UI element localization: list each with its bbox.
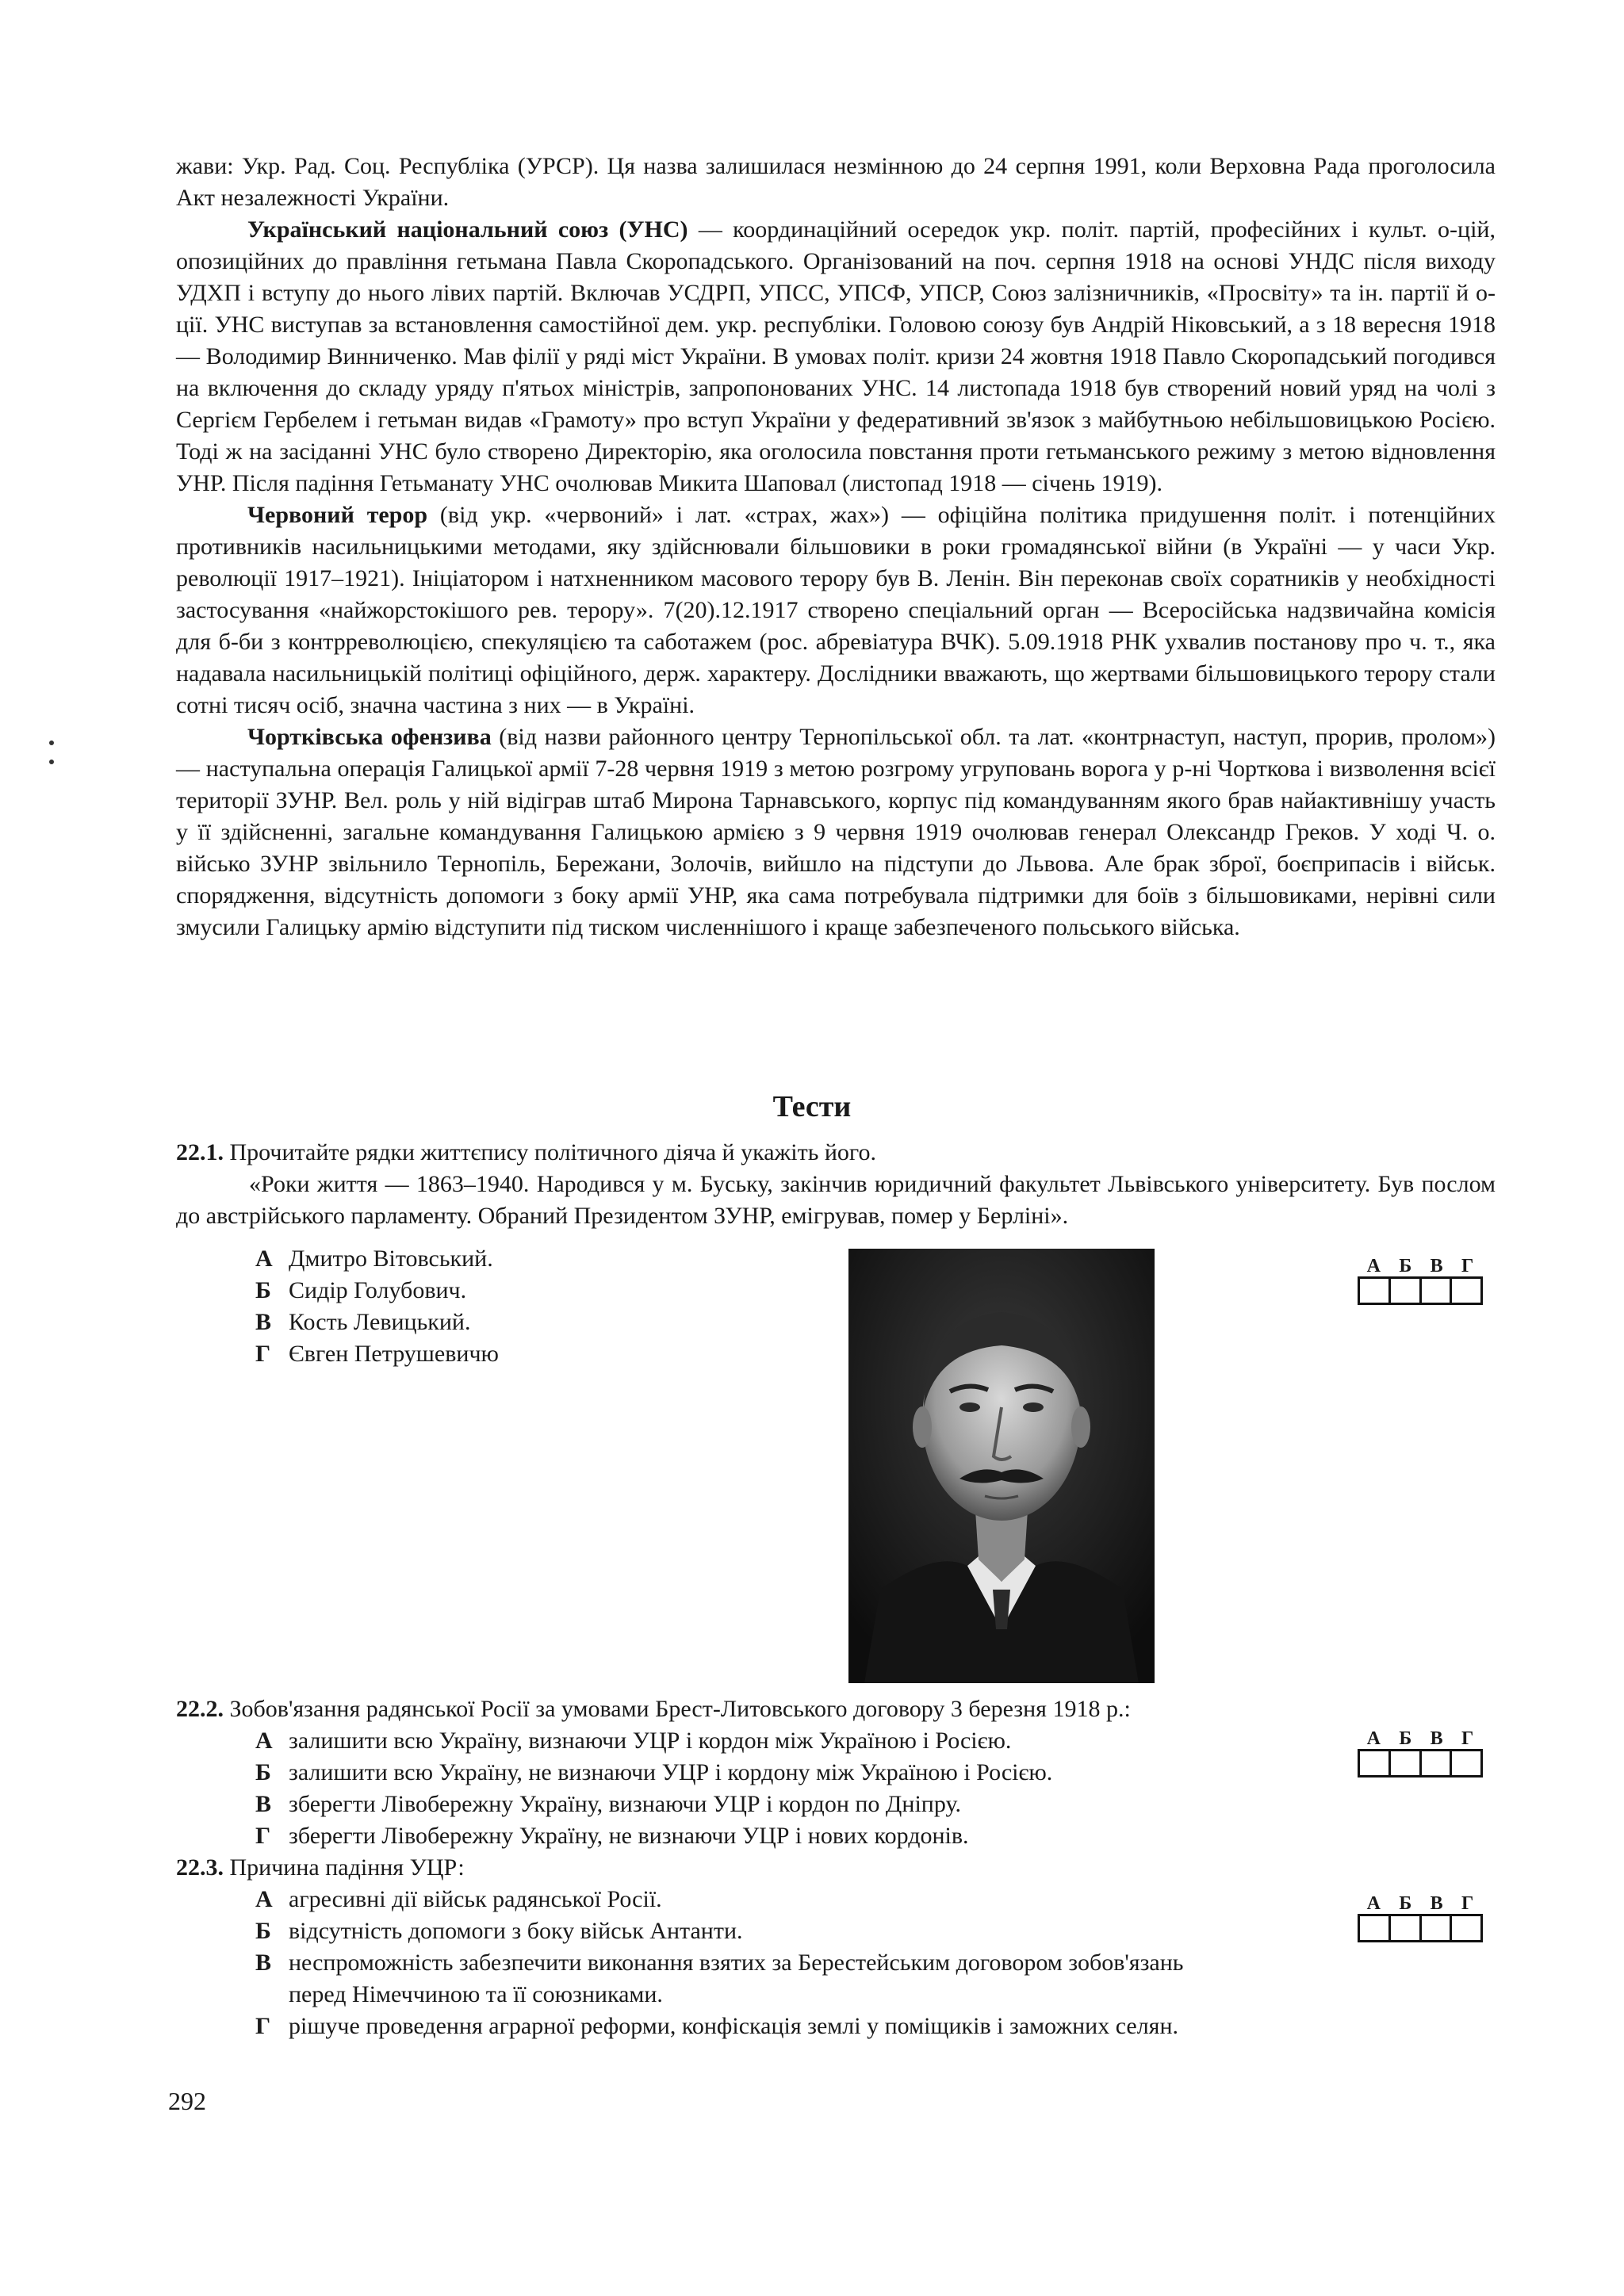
portrait-photo	[848, 1249, 1155, 1683]
option-letter: В	[255, 1309, 272, 1335]
option-b[interactable]	[255, 1915, 743, 1947]
glossary-definition: (від назви районного центру Тернопільської обл. та лат. «контрнаступ, наступ, прорив, пролом») — наступальна операція Галицької армії 7-28 червня 1919 з метою розгрому угруповань ворога у р-ні Чорткова і визволення всієї території ЗУНР. Вел. роль у ній відіграв штаб Мирона Тарнавського, корпус під командуванням якого брав найактивнішу участь у її здійсненні, загальне командування Галицькою армією з 9 червня 1919 очолював генерал Олександр Греков. У ході Ч. о. військо ЗУНР звільнило Тернопіль, Бережани, Золочів, вийшло на підступи до Львова. Але брак зброї, боєприпасів і військ. спорядження, відсутність допомоги з боку армії УНР, яка сама потребувала підтримки для боїв з більшовиками, нерівні сили змусили Галицьку армію відступити під тиском численнішого і краще забезпеченого польського війська.	[176, 724, 1496, 940]
glossary-text	[176, 151, 1496, 943]
option-h[interactable]	[255, 1338, 499, 1370]
option-letter: Б	[255, 1918, 271, 1944]
option-text: агресивні дії військ радянської Росії.	[289, 1886, 662, 1912]
answer-grid-22-1[interactable]	[1358, 1256, 1483, 1305]
answer-box[interactable]	[1422, 1916, 1453, 1940]
answer-label: Б	[1399, 1728, 1412, 1749]
answer-box[interactable]	[1452, 1916, 1480, 1940]
answer-label: А	[1366, 1728, 1381, 1749]
option-a[interactable]	[255, 1243, 493, 1275]
option-letter: Г	[255, 1341, 271, 1367]
glossary-definition: — координаційний осередок укр. політ. партій, професійних і культ. о-цій, опозиційних до правління гетьмана Павла Скоропадського. Організований на поч. серпня 1918 на основі УНДС після виходу УДХП і вступу до нього лівих партій. Включав УСДРП, УПСС, УПСФ, УПСР, Союз залізничників, «Просвіту» та ін. партії й о-ції. УНС виступав за встановлення самостійної дем. укр. республіки. Головою союзу був Андрій Ніковський, а з 18 вересня 1918 — Володимир Винниченко. Мав філії у ряді міст України. В умовах політ. кризи 24 жовтня 1918 Павло Скоропадський погодився на включення до складу уряду п'ятьох міністрів, запропонованих УНС. 14 листопада 1918 був створений новий уряд на чолі з Сергієм Гербелем і гетьман видав «Грамоту» про вступ України у федеративний зв'язок з майбутньою небільшовицькою Росією. Тоді ж на засіданні УНС було створено Директорію, яка оголосила повстання проти гетьманського режиму з метою відновлення УНР. Після падіння Гетьманату УНС очолював Микита Шаповал (листопад 1918 — січень 1919).	[176, 216, 1496, 496]
option-letter: А	[255, 1886, 273, 1912]
question-22-1-quote	[176, 1169, 1496, 1232]
portrait-image	[848, 1249, 1155, 1683]
question-text: Причина падіння УЦР:	[224, 1854, 465, 1881]
option-b[interactable]	[255, 1275, 466, 1307]
option-letter: А	[255, 1728, 273, 1754]
answer-box[interactable]	[1452, 1279, 1480, 1303]
option-text: зберегти Лівобережну Україну, визнаючи УЦР і кордон по Дніпру.	[289, 1791, 961, 1817]
option-text: Дмитро Вітовський.	[289, 1246, 493, 1272]
glossary-entry-red-terror	[176, 499, 1496, 721]
option-text: Євген Петрушевичю	[289, 1341, 499, 1367]
answer-label: Б	[1399, 1893, 1412, 1914]
option-letter: Б	[255, 1277, 271, 1303]
option-text: залишити всю Україну, не визнаючи УЦР і кордону між Україною і Росією.	[289, 1759, 1053, 1785]
option-v[interactable]	[255, 1947, 1184, 1979]
answer-box[interactable]	[1391, 1916, 1422, 1940]
answer-label: В	[1430, 1728, 1443, 1749]
answer-box[interactable]	[1422, 1751, 1453, 1775]
option-letter: Г	[255, 1823, 271, 1849]
glossary-entry-chortkiv-offensive	[176, 721, 1496, 943]
glossary-term: Червоний терор	[247, 502, 428, 528]
answer-box[interactable]	[1391, 1279, 1422, 1303]
answer-box[interactable]	[1422, 1279, 1453, 1303]
option-b[interactable]	[255, 1757, 1052, 1789]
question-text: Зобов'язання радянської Росії за умовами Брест-Литовського договору 3 березня 1918 р.:	[224, 1696, 1131, 1722]
option-text: зберегти Лівобережну Україну, не визнаючи УЦР і нових кордонів.	[289, 1823, 969, 1849]
answer-label: Б	[1399, 1256, 1412, 1276]
answer-label: Г	[1461, 1728, 1474, 1749]
glossary-term: Чортківська офензива	[247, 724, 492, 750]
option-letter: Г	[255, 2013, 271, 2039]
answer-box[interactable]	[1452, 1751, 1480, 1775]
margin-dot	[49, 740, 54, 745]
glossary-entry-uns	[176, 214, 1496, 499]
answer-grid-22-3[interactable]	[1358, 1893, 1483, 1942]
answer-label: В	[1430, 1893, 1443, 1914]
quote-text: «Роки життя — 1863–1940. Народився у м. Буську, закінчив юридичний факультет Львівського університету. Був послом до австрійського парламенту. Обраний Президентом ЗУНР, емігрував, помер у Берліні».	[176, 1171, 1496, 1229]
answer-label: Г	[1461, 1256, 1474, 1276]
option-text: перед Німеччиною та її союзниками.	[289, 1981, 663, 2007]
option-h[interactable]	[255, 1820, 969, 1852]
option-text: рішуче проведення аграрної реформи, конфіскація землі у поміщиків і заможних селян.	[289, 2013, 1179, 2039]
option-text: залишити всю Україну, визнаючи УЦР і кордон між Україною і Росією.	[289, 1728, 1012, 1754]
question-number: 22.3.	[176, 1854, 224, 1881]
page-number: 292	[168, 2087, 206, 2115]
question-number: 22.1.	[176, 1139, 224, 1165]
question-22-1-prompt	[176, 1137, 1496, 1169]
margin-dot	[49, 760, 54, 764]
glossary-paragraph: жави: Укр. Рад. Соц. Республіка (УРСР). Ця назва залишилася незмінною до 24 серпня 1991, коли Верховна Рада проголосила Акт незалежності України.	[176, 153, 1496, 211]
glossary-definition: (від укр. «червоний» і лат. «страх, жах») — офіційна політика придушення політ. і потенційних противників насильницькими методами, яку здійснювали більшовики в роки громадянської війни (в Україні — у часи Укр. революції 1917–1921). Ініціатором і натхненником масового терору був В. Ленін. Він переконав своїх соратників у необхідності застосування «найжорстокішого рев. терору». 7(20).12.1917 створено спеціальний орган — Всеросійська надзвичайна комісія для б-би з контрреволюцією, спекуляцією та саботажем (рос. абревіатура ВЧК). 5.09.1918 РНК ухвалив постанову про ч. т., яка надавала насильницькій політиці офіційного, держ. характеру. Дослідники вважають, що жертвами більшовицького терору стали сотні тисяч осіб, значна частина з них — в Україні.	[176, 502, 1496, 718]
question-22-3-prompt	[176, 1852, 1496, 1884]
answer-grid-22-2[interactable]	[1358, 1728, 1483, 1777]
option-h[interactable]	[255, 2011, 1178, 2042]
answer-label: А	[1366, 1893, 1381, 1914]
answer-box[interactable]	[1391, 1751, 1422, 1775]
option-text: Кость Левицький.	[289, 1309, 471, 1335]
option-text: відсутність допомоги з боку військ Антанти.	[289, 1918, 743, 1944]
option-letter: А	[255, 1246, 273, 1272]
glossary-term: Український національний союз (УНС)	[247, 216, 688, 243]
answer-box[interactable]	[1360, 1751, 1391, 1775]
option-a[interactable]	[255, 1725, 1011, 1757]
option-a[interactable]	[255, 1884, 662, 1915]
answer-box[interactable]	[1360, 1916, 1391, 1940]
answer-label: В	[1430, 1256, 1443, 1276]
option-letter: Б	[255, 1759, 271, 1785]
option-v[interactable]	[255, 1789, 961, 1820]
answer-box[interactable]	[1360, 1279, 1391, 1303]
option-text: Сидір Голубович.	[289, 1277, 467, 1303]
option-letter: В	[255, 1791, 272, 1817]
tests-heading: Тести	[772, 1090, 852, 1123]
question-text: Прочитайте рядки життєпису політичного діяча й укажіть його.	[224, 1139, 876, 1165]
answer-label: Г	[1461, 1893, 1474, 1914]
option-v[interactable]	[255, 1307, 470, 1338]
question-number: 22.2.	[176, 1696, 224, 1722]
option-text: неспроможність забезпечити виконання взятих за Берестейським договором зобов'язань	[289, 1950, 1184, 1976]
option-v-continued	[255, 1979, 663, 2011]
question-22-2-prompt	[176, 1693, 1496, 1725]
answer-label: А	[1366, 1256, 1381, 1276]
option-letter: В	[255, 1950, 272, 1976]
